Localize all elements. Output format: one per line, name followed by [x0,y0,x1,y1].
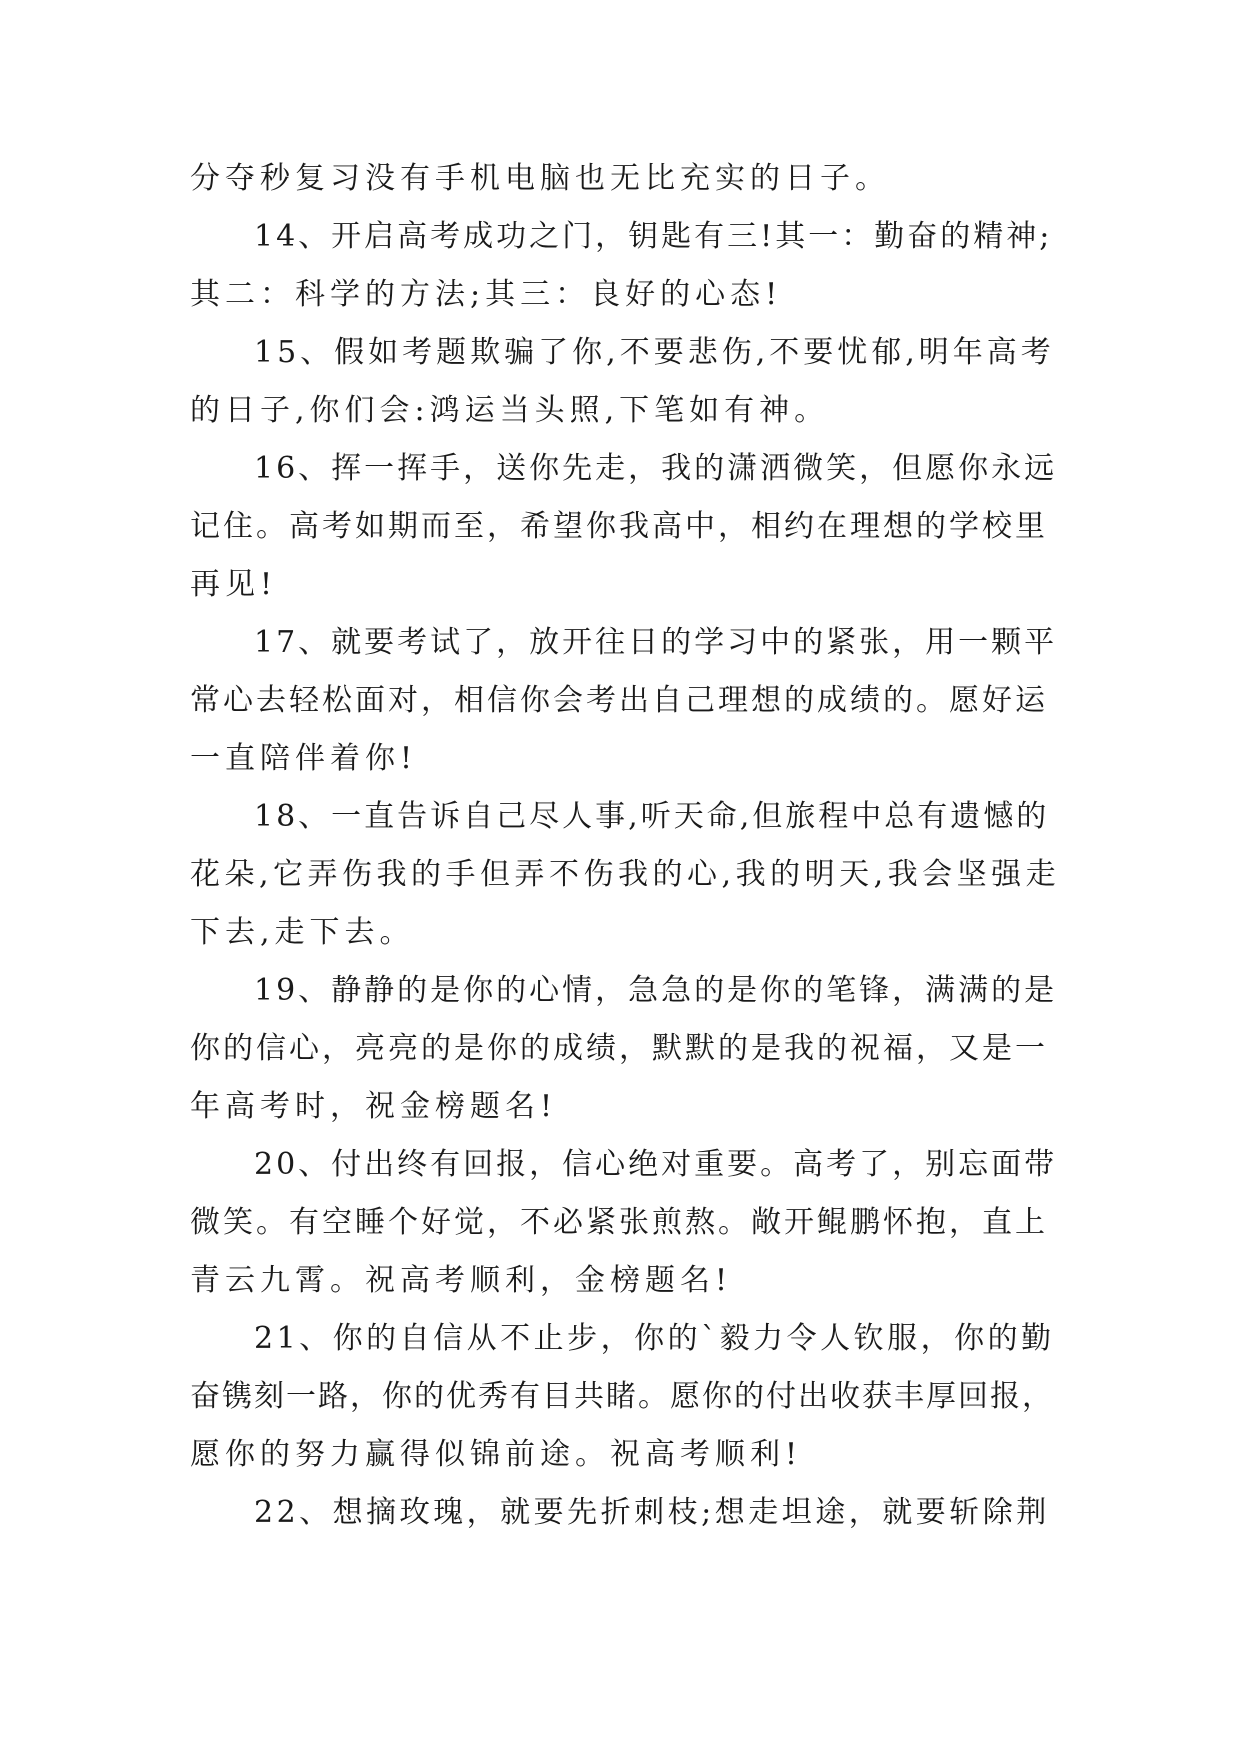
paragraph-19-line-3: 年高考时，祝金榜题名! [190,1089,558,1124]
paragraph-19-line-2: 你的信心，亮亮的是你的成绩，默默的是我的祝福，又是一 [190,1031,1048,1066]
paragraph-18-line-2: 花朵,它弄伤我的手但弄不伤我的心,我的明天,我会坚强走 [190,857,1061,892]
paragraph-17-line-1: 17、就要考试了，放开往日的学习中的紧张，用一颗平 [254,625,1058,660]
paragraph-20-line-1: 20、付出终有回报，信心绝对重要。高考了，别忘面带 [254,1147,1058,1182]
paragraph-20-line-3: 青云九霄。祝高考顺利，金榜题名! [190,1263,733,1298]
paragraph-15-line-2: 的日子,你们会:鸿运当头照,下笔如有神。 [190,393,830,428]
paragraph-17-line-3: 一直陪伴着你! [190,741,418,776]
paragraph-16-line-1: 16、挥一挥手，送你先走，我的潇洒微笑，但愿你永远 [254,451,1058,486]
paragraph-19-line-1: 19、静静的是你的心情，急急的是你的笔锋，满满的是 [254,973,1058,1008]
paragraph-21-line-1: 21、你的自信从不止步，你的`毅力令人钦服，你的勤 [254,1321,1055,1356]
text-line: 分夺秒复习没有手机电脑也无比充实的日子。 [190,161,890,196]
paragraph-14-line-2: 其二：科学的方法;其三：良好的心态! [190,277,783,312]
paragraph-16-line-3: 再见! [190,567,278,602]
paragraph-21-line-2: 奋镌刻一路，你的优秀有目共睹。愿你的付出收获丰厚回报， [190,1379,1054,1414]
paragraph-15-line-1: 15、假如考题欺骗了你,不要悲伤,不要忧郁,明年高考 [254,335,1055,370]
paragraph-21-line-3: 愿你的努力赢得似锦前途。祝高考顺利! [190,1437,803,1472]
paragraph-20-line-2: 微笑。有空睡个好觉，不必紧张煎熬。敞开鲲鹏怀抱，直上 [190,1205,1048,1240]
paragraph-22-line-1: 22、想摘玫瑰，就要先折刺枝;想走坦途，就要斩除荆 [254,1495,1050,1530]
document-body [190,150,1060,1542]
paragraph-14-line-1: 14、开启高考成功之门，钥匙有三!其一：勤奋的精神; [254,219,1053,254]
paragraph-16-line-2: 记住。高考如期而至，希望你我高中，相约在理想的学校里 [190,509,1048,544]
paragraph-18-line-1: 18、一直告诉自己尽人事,听天命,但旅程中总有遗憾的 [254,799,1050,834]
paragraph-17-line-2: 常心去轻松面对，相信你会考出自己理想的成绩的。愿好运 [190,683,1048,718]
paragraph-18-line-3: 下去,走下去。 [190,915,415,950]
